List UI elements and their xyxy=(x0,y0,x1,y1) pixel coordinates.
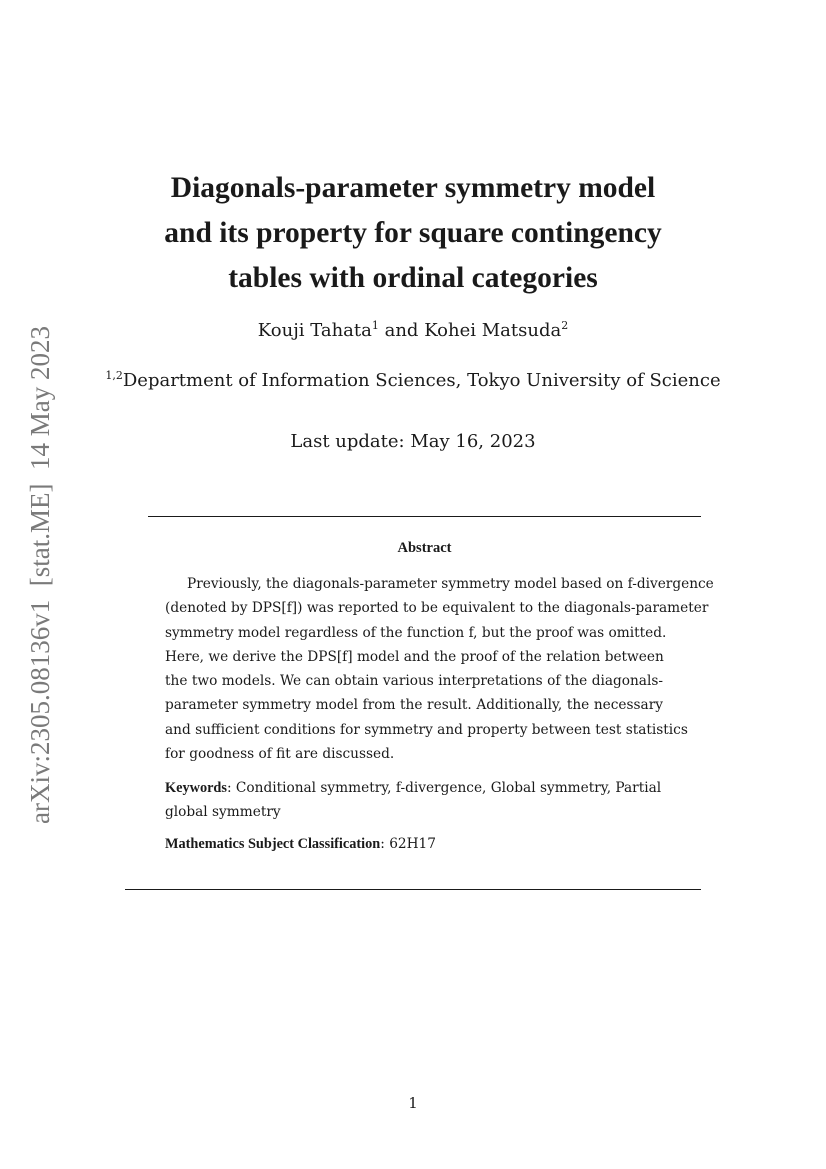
keywords-label: Keywords xyxy=(165,780,227,796)
keywords-section xyxy=(165,776,663,825)
author-conjunction: and xyxy=(378,320,425,341)
author-list xyxy=(60,320,766,341)
affiliation xyxy=(60,370,766,391)
msc-label: Mathematics Subject Classification xyxy=(165,836,381,852)
affiliation-text: Department of Information Sciences, Tokyo University of Science xyxy=(122,370,721,391)
abstract-line: the two models. We can obtain various interpretations of the diagonals- xyxy=(165,673,663,690)
paper-title xyxy=(60,166,766,301)
abstract-line: parameter symmetry model from the result. Additionally, the necessary xyxy=(165,697,663,714)
arxiv-identifier-text: arXiv:2305.08136v1 [stat.ME] 14 May 2023 xyxy=(25,326,55,824)
affiliation-marks: 1,2 xyxy=(105,369,123,382)
top-divider xyxy=(148,516,701,517)
title-line: and its property for square contingency xyxy=(164,217,662,249)
abstract-body xyxy=(165,572,714,766)
bottom-divider xyxy=(125,889,701,890)
abstract-line: symmetry model regardless of the function f, but the proof was omitted. xyxy=(165,624,667,641)
last-update-date: Last update: May 16, 2023 xyxy=(290,431,536,452)
title-line: tables with ordinal categories xyxy=(228,262,598,294)
page-number: 1 xyxy=(408,1094,418,1112)
abstract-line: (denoted by DPS[f]) was reported to be equivalent to the diagonals-parameter xyxy=(165,600,709,617)
abstract-line: Here, we derive the DPS[f] model and the proof of the relation between xyxy=(165,648,664,665)
msc-section xyxy=(165,832,663,856)
abstract-line: and sufficient conditions for symmetry and property between test statistics xyxy=(165,721,688,738)
msc-value: : 62H17 xyxy=(380,836,436,852)
arxiv-identifier-stamp xyxy=(16,320,64,830)
author-affiliation-mark: 1 xyxy=(371,319,379,332)
keywords-text-continued: global symmetry xyxy=(165,804,281,821)
abstract-heading: Abstract xyxy=(397,540,452,556)
title-line: Diagonals-parameter symmetry model xyxy=(170,172,656,204)
author-name-second: Kohei Matsuda xyxy=(424,320,562,341)
author-affiliation-mark: 2 xyxy=(561,319,569,332)
abstract-line: Previously, the diagonals-parameter symmetry model based on f-divergence xyxy=(187,576,714,592)
author-name-first: Kouji Tahata xyxy=(257,320,372,341)
keywords-text: : Conditional symmetry, f-divergence, Global symmetry, Partial xyxy=(226,780,662,796)
abstract-line: for goodness of fit are discussed. xyxy=(165,746,395,763)
